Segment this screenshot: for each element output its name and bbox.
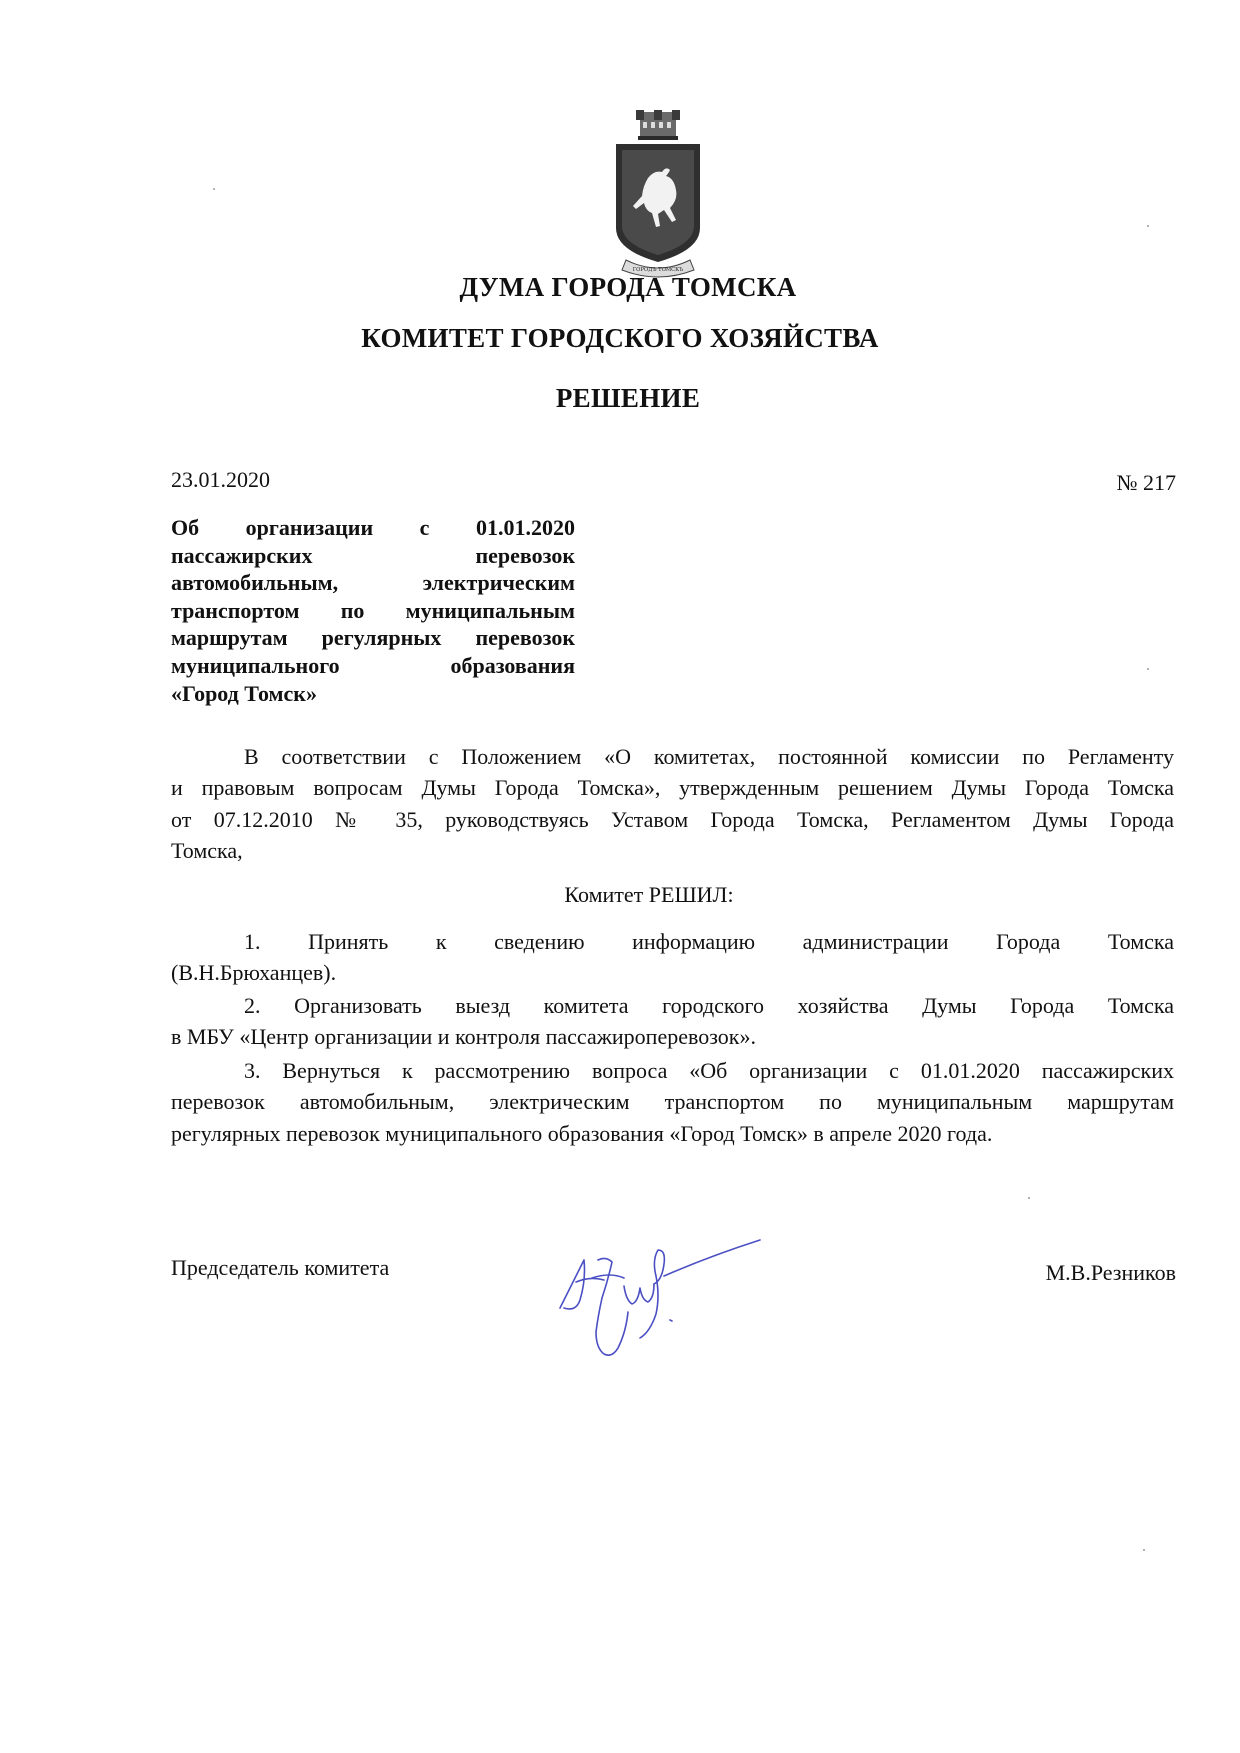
document-type-title: РЕШЕНИЕ xyxy=(555,383,701,413)
scan-speck xyxy=(1028,1197,1030,1199)
tomsk-coat-of-arms-icon xyxy=(610,110,706,280)
emblem-ribbon-text: ГОРОДЪ ТОМСКЪ xyxy=(632,267,684,273)
preamble-line: и правовым вопросам Думы Города Томска», утвержденным решением Думы Города Томска xyxy=(171,775,1174,801)
handwritten-signature xyxy=(540,1220,780,1380)
decision-item-line: перевозок автомобильным, электрическим транспортом по муниципальным маршрутам xyxy=(171,1089,1174,1115)
document-date: 23.01.2020 xyxy=(171,467,270,492)
subject-line: «Город Томск» xyxy=(171,680,317,706)
preamble-line: Томска, xyxy=(171,837,243,863)
preamble-line: В соответствии с Положением «О комитетах, постоянной комиссии по Регламенту xyxy=(244,744,1174,769)
scan-speck xyxy=(1147,225,1149,227)
document-number: № 217 xyxy=(1116,470,1176,495)
committee-title: КОМИТЕТ ГОРОДСКОГО ХОЗЯЙСТВА xyxy=(361,323,879,353)
preamble-line: от 07.12.2010 № 35, руководствуясь Уставом Города Томска, Регламентом Думы Города xyxy=(171,806,1174,832)
decision-item-2 xyxy=(171,990,1174,1053)
decision-heading: Комитет РЕШИЛ: xyxy=(564,882,734,907)
subject-line: маршрутам регулярных перевозок xyxy=(171,625,575,651)
decision-item-line: регулярных перевозок муниципального образования «Город Томск» в апреле 2020 года. xyxy=(171,1120,993,1146)
subject-line: транспортом по муниципальным xyxy=(171,597,575,623)
decision-item-line: в МБУ «Центр организации и контроля пассажироперевозок». xyxy=(171,1024,756,1050)
decision-item-1 xyxy=(171,926,1174,989)
subject-line: пассажирских перевозок xyxy=(171,542,575,568)
subject-line: автомобильным, электрическим xyxy=(171,570,575,596)
scan-speck xyxy=(1143,1549,1145,1551)
signer-name: М.В.Резников xyxy=(1045,1260,1176,1285)
decision-item-line: 2. Организовать выезд комитета городского хозяйства Думы Города Томска xyxy=(244,993,1174,1018)
decision-item-3 xyxy=(171,1055,1174,1149)
subject-line: Об организации с 01.01.2020 xyxy=(171,515,575,540)
document-subject xyxy=(171,514,575,707)
subject-line: муниципального образования xyxy=(171,652,575,678)
scan-speck xyxy=(213,188,215,190)
scan-speck xyxy=(1147,668,1149,670)
preamble-paragraph xyxy=(171,741,1174,866)
signer-title: Председатель комитета xyxy=(171,1255,390,1280)
decision-item-line: (В.Н.Брюханцев). xyxy=(171,960,337,986)
decision-item-line: 3. Вернуться к рассмотрению вопроса «Об организации с 01.01.2020 пассажирских xyxy=(244,1058,1174,1083)
organization-title: ДУМА ГОРОДА ТОМСКА xyxy=(459,272,797,302)
signature-ink-strokes xyxy=(560,1240,760,1355)
decision-item-line: 1. Принять к сведению информацию администрации Города Томска xyxy=(244,929,1174,954)
